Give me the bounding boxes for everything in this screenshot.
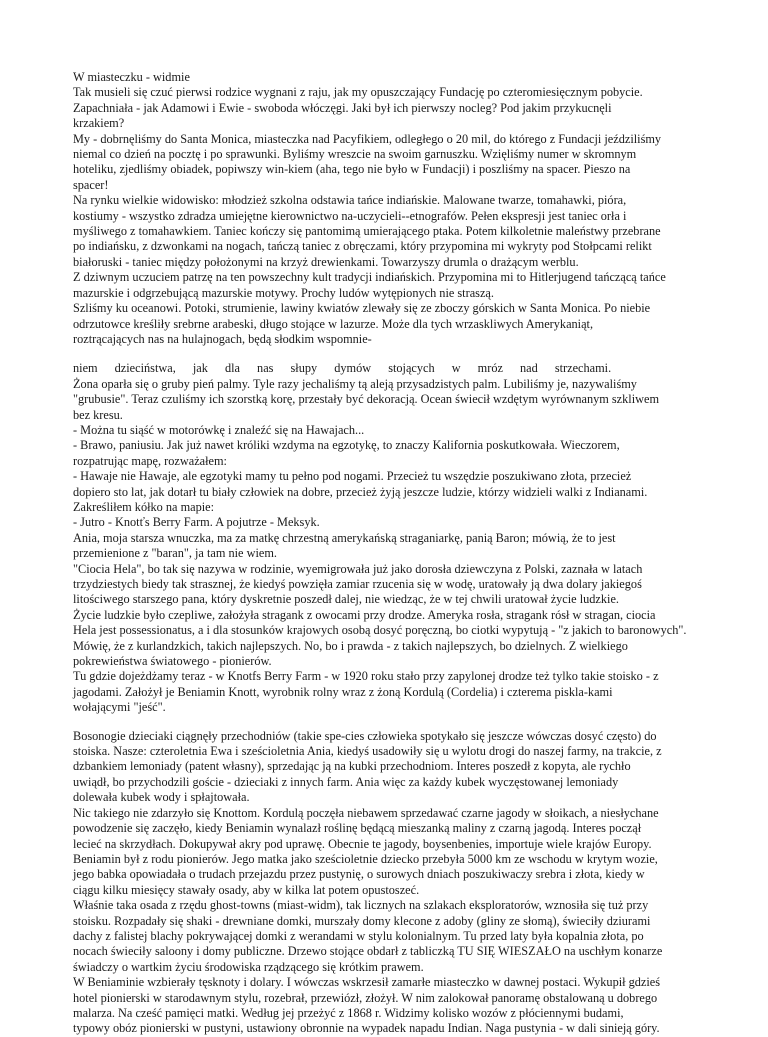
text-line: mazurskie i odgrzebującą mazurskie motywy. Prochy ludów wytępionych nie straszą. (73, 285, 494, 300)
text-line: W Beniaminie wzbierały tęsknoty i dolary. I wówczas wskrzesił zamarłe miasteczko w dawnej postaci. Wykupił gdzieś (73, 975, 661, 990)
text-line: Zapachniała - jak Adamowi i Ewie - swoboda włóczęgi. Jaki był ich pierwszy nocleg? Pod jakim przykucnęli (73, 100, 612, 115)
text-line: Z dziwnym uczuciem patrzę na ten powszechny kult tradycji indiańskich. Przypomina mi to Hitlerjugend tańczącą tańce (73, 270, 666, 285)
text-line: Życie ludzkie było czepliwe, założyła stragank z owocami przy drodze. Ameryka rosła, stragank rósł w stragan, ciocia (73, 607, 656, 622)
text-line: przemienione z "baran", ja tam nie wiem. (73, 546, 277, 561)
text-line: lecieć na skrzydłach. Dokupywał akry pod uprawę. Obecnie te jagody, boysenbenies, importuje wiele krajów Europy. (73, 836, 652, 851)
text-line: malarza. Na cześć pamięci matki. Według jej przeżyć z 1868 r. Widzimy kolisko wozów z płóciennymi budami, (73, 1005, 624, 1020)
blank-space (73, 716, 713, 729)
text-line: My - dobrnęliśmy do Santa Monica, miasteczka nad Pacyfikiem, odległego o 20 mil, do którego z Fundacji jeździliśmy (73, 131, 662, 146)
text-line: stoiska. Nasze: czteroletnia Ewa i sześcioletnia Ania, kiedyś usadowiły się u wylotu drogi do naszej farmy, na trakcie, z (73, 744, 662, 759)
text-line: uwiądł, bo przychodzili goście - dzieciaki z innych farm. Ania więc za każdy kubek wyczęstowanej lemoniady (73, 774, 619, 789)
text-line: Szliśmy ku oceanowi. Potoki, strumienie, lawiny kwiatów zlewały się ze zboczy górskich w Santa Monica. Po niebie (73, 301, 651, 316)
text-line: typowy obóz pionierski w pustyni, ustawiony obronnie na wypadek napadu Indian. Naga pustynia - w dali sinieją góry. (73, 1021, 660, 1036)
text-line: bez kresu. (73, 407, 123, 422)
text-line: odrzutowce kreśliły srebrne arabeski, długo stojące w lazurze. Może dla tych wrzaskliwych Amerykaniąt, (73, 316, 594, 331)
paragraphs-part1 (73, 85, 713, 347)
text-line: po indiańsku, z dzwonkami na nogach, tańczą taniec z obręczami, który przypomina mi wykryty pod Stołpcami relikt (73, 239, 652, 254)
text-line: dopiero sto lat, jak dotarł tu biały człowiek na dobre, przecież żyją jeszcze ludzie, którzy widzieli walki z Indianami. (73, 484, 648, 499)
text-line: rozpatrując mapę, rozważałem: (73, 453, 227, 468)
text-line: spacer! (73, 177, 109, 192)
paragraphs-part3 (73, 729, 713, 1037)
text-line: "grubusie". Teraz czuliśmy ich szorstką korę, przestały być dekoracją. Ocean świecił wzdętym wyrównanym szkliwem (73, 392, 660, 407)
text-line: krzakiem? (73, 116, 125, 131)
text-line: Zakreśliłem kółko na mapie: (73, 499, 215, 514)
text-line: litościwego starszego pana, który dyskretnie poszedł dalej, nie wiedząc, że w tej chwili uratował życie ludzkie. (73, 592, 619, 607)
text-line: - Hawaje nie Hawaje, ale egzotyki mamy tu pełno pod nogami. Przecież tu wszędzie poszukiwano złota, przecież (73, 469, 632, 484)
spaced-text-line: niem dzieciństwa, jak dla nas słupy dymów stojących w mróz nad strzechami. (73, 361, 612, 376)
text-line: - Brawo, paniusiu. Jak już nawet króliki wzdyma na egzotykę, to znaczy Kalifornia poskutkowała. Wieczorem, (73, 438, 620, 453)
text-line: Tu gdzie dojeżdżamy teraz - w Knotfs Berry Farm - w 1920 roku stało przy zapylonej drodze też tylko takie stoisko - z (73, 669, 659, 684)
text-line: Hela jest possessionatus, a i dla stosunków krajowych osobą dosyć poręczną, bo ciotki wypytują - "z jakich to baronowych". (73, 623, 687, 638)
text-line: wołającymi "jeść". (73, 700, 166, 715)
text-line: Bosonogie dzieciaki ciągnęły przechodniów (takie spe-cies człowieka spotykało się jeszcze wówczas dosyć często) do (73, 728, 657, 743)
text-line: - Można tu siąść w motorówkę i znaleźć się na Hawajach... (73, 422, 365, 437)
text-line: Nic takiego nie zdarzyło się Knottom. Kordulą poczęła niebawem sprzedawać czarne jagody w słoikach, a niesłychane (73, 805, 659, 820)
text-line: Beniamin był z rodu pionierów. Jego matka jako sześcioletnie dziecko przebyła 5000 km ze wschodu w krytym wozie, (73, 851, 658, 866)
text-line: pokrewieństwa światowego - pionierów. (73, 654, 272, 669)
text-line: kostiumy - wszystko zdradza umiejętne kierownictwo na-uczycieli--etnografów. Pełen ekspresji jest taniec orła i (73, 208, 627, 223)
text-line: hoteliku, zjedliśmy obiadek, popiwszy win-kiem (aha, tego nie było w Fundacji) i poszliśmy na spacer. Pieszo na (73, 162, 631, 177)
text-line: Żona oparła się o gruby pień palmy. Tyle razy jechaliśmy tą aleją przysadzistych palm. Lubiliśmy je, nazywaliśmy (73, 376, 637, 391)
text-line: jagodami. Założył je Beniamin Knott, wyrobnik rolny wraz z żoną Kordulą (Cordelia) i czterema piskla-kami (73, 684, 613, 699)
paragraphs-part2 (73, 377, 713, 716)
blank-space (73, 347, 713, 361)
text-line: trzydziestych biedy tak strasznej, że kiedyś powzięła zamiar rzucenia się w wodę, uratowały ją dwa dolary jakiegoś (73, 577, 642, 591)
text-line: Ania, moja starsza wnuczka, ma za matkę chrzestną amerykańską straganiarkę, panią Baron; mówią, że to jest (73, 530, 616, 545)
text-line: świadczy o wartkim życiu środowiska rządzącego się krótkim prawem. (73, 959, 424, 974)
text-line: dzbankiem lemoniady (patent własny), sprzedając ją na kubki przechodniom. Interes poszedł z kopyta, ale rychło (73, 759, 631, 774)
text-line: Mówię, że z kurlandzkich, takich najlepszych. No, bo i prawda - z takich najlepszych, bo dzielnych. Z wielkiego (73, 638, 628, 653)
document-page (73, 70, 713, 1037)
text-line: jego babka opowiadała o trudach przejazdu przez pustynię, o surowych dniach poszukiwaczy srebra i złota, kiedy w (73, 867, 645, 882)
text-line: nocach świeciły saloony i domy publiczne. Drzewo stojące obdarł z tabliczką TU SIĘ WIESZAŁO na uschłym konarze (73, 944, 663, 959)
text-line: dolewała kubek wody i spłajtowała. (73, 790, 250, 805)
text-line: białoruski - taniec między położonymi na krzyż drewienkami. Towarzyszy drumla o drażącym werblu. (73, 254, 579, 269)
text-line: Tak musieli się czuć pierwsi rodzice wygnani z raju, jak my opuszczający Fundację po czteromiesięcznym pobycie. (73, 85, 643, 100)
document-title: W miasteczku - widmie (73, 70, 190, 84)
text-line: - Jutro - Knotťs Berry Farm. A pojutrze - Meksyk. (73, 515, 320, 530)
text-line: ciągu kilku miesięcy stawały osady, aby w kilka lat potem opustoszeć. (73, 882, 420, 897)
text-line: dachy z falistej blachy pokrywającej domki z werandami w stylu kolonialnym. Tu przed laty była kopalnia złota, po (73, 928, 644, 943)
text-line: hotel pionierski w starodawnym stylu, rozebrał, przewiózł, złożył. W nim zalokował panoramę obstalowaną u dobrego (73, 990, 658, 1005)
text-line: roztrącających nas na hulajnogach, będą słodkim wspomnie- (73, 331, 372, 346)
text-line: powodzenie się zaczęło, kiedy Beniamin wynalazł roślinę będącą mieszanką maliny z czarną jagodą. Interes począł (73, 821, 642, 836)
text-line: stoisku. Rozpadały się shaki - drewniane domki, murszały domy klecone z adoby (gliny ze słomą), świeciły dziurami (73, 913, 651, 928)
text-line: niemal co dzień na pocztę i po sprawunki. Byliśmy wreszcie na swoim garnuszku. Wzięliśmy numer w skromnym (73, 147, 637, 162)
text-line: Na rynku wielkie widowisko: młodzież szkolna odstawia tańce indiańskie. Malowane twarze, tomahawki, pióra, (73, 193, 627, 208)
text-line: "Ciocia Hela", bo tak się nazywa w rodzinie, wyemigrowała już jako dorosła dziewczyna z Polski, zaznała w latach (73, 561, 643, 576)
text-line: Właśnie taka osada z rzędu ghost-towns (miast-widm), tak licznych na szlakach eksploratorów, wznosiła się tuż przy (73, 898, 649, 913)
text-line: myśliwego z tomahawkiem. Taniec kończy się pantomimą umierającego ptaka. Potem kilkoletnie maleństwy przebrane (73, 224, 661, 239)
